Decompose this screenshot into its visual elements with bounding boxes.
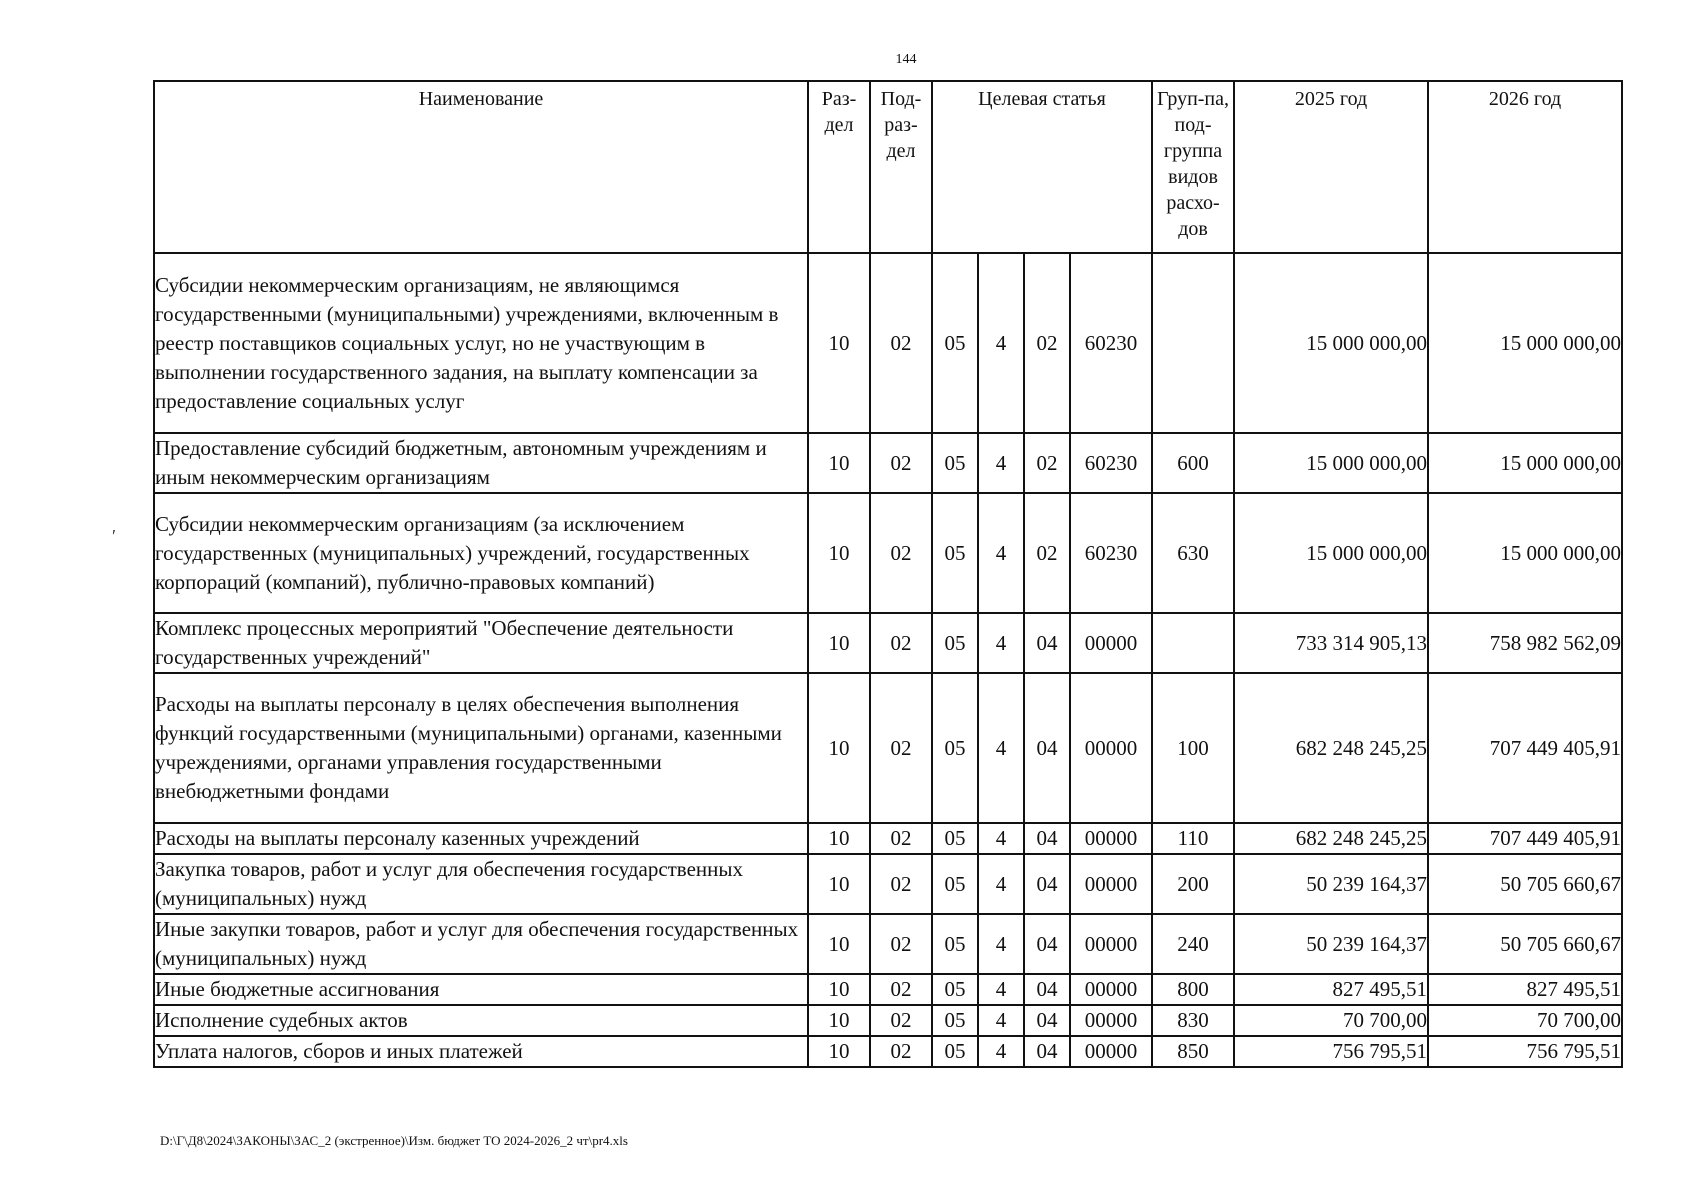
row-name: Предоставление субсидий бюджетным, автономным учреждениям и иным некоммерческим организациям bbox=[154, 433, 808, 493]
row-razdel: 10 bbox=[808, 613, 870, 673]
row-name: Исполнение судебных актов bbox=[154, 1005, 808, 1036]
header-celevaya-statya: Целевая статья bbox=[932, 81, 1152, 253]
table-row bbox=[154, 854, 1622, 914]
row-cs-element: 04 bbox=[1024, 854, 1070, 914]
row-cs-program: 05 bbox=[932, 433, 978, 493]
row-amount-2025: 15 000 000,00 bbox=[1234, 433, 1428, 493]
row-razdel: 10 bbox=[808, 253, 870, 433]
table-row bbox=[154, 253, 1622, 433]
row-cs-direction: 00000 bbox=[1070, 673, 1152, 823]
table-row bbox=[154, 613, 1622, 673]
row-podrazdel: 02 bbox=[870, 433, 932, 493]
row-vid-rashodov: 110 bbox=[1152, 823, 1234, 854]
row-cs-element: 04 bbox=[1024, 1036, 1070, 1067]
row-amount-2026: 827 495,51 bbox=[1428, 974, 1622, 1005]
footer-file-path: D:\Г\Д8\2024\ЗАКОНЫ\ЗАС_2 (экстренное)\Изм. бюджет ТО 2024-2026_2 чт\pr4.xls bbox=[160, 1133, 628, 1148]
row-name: Субсидии некоммерческим организациям (за исключением государственных (муниципальных) учреждений, государственных корпораций (компаний), публично-правовых компаний) bbox=[154, 493, 808, 613]
row-cs-program: 05 bbox=[932, 253, 978, 433]
row-amount-2025: 15 000 000,00 bbox=[1234, 493, 1428, 613]
row-amount-2025: 682 248 245,25 bbox=[1234, 673, 1428, 823]
row-name: Комплекс процессных мероприятий "Обеспечение деятельности государственных учреждений" bbox=[154, 613, 808, 673]
row-cs-type: 4 bbox=[978, 854, 1024, 914]
row-razdel: 10 bbox=[808, 1036, 870, 1067]
header-year-2026: 2026 год bbox=[1428, 81, 1622, 253]
row-amount-2026: 758 982 562,09 bbox=[1428, 613, 1622, 673]
row-cs-direction: 00000 bbox=[1070, 1005, 1152, 1036]
row-cs-element: 02 bbox=[1024, 433, 1070, 493]
row-podrazdel: 02 bbox=[870, 1005, 932, 1036]
row-podrazdel: 02 bbox=[870, 613, 932, 673]
row-cs-type: 4 bbox=[978, 823, 1024, 854]
row-name: Субсидии некоммерческим организациям, не являющимся государственными (муниципальными) учреждениями, включенным в реестр поставщиков социальных услуг, но не участвующим в выполнении государственного задания, на выплату компенсации за предоставление социальных услуг bbox=[154, 253, 808, 433]
row-amount-2026: 707 449 405,91 bbox=[1428, 673, 1622, 823]
row-cs-direction: 00000 bbox=[1070, 854, 1152, 914]
row-podrazdel: 02 bbox=[870, 673, 932, 823]
row-cs-direction: 60230 bbox=[1070, 493, 1152, 613]
row-vid-rashodov: 200 bbox=[1152, 854, 1234, 914]
row-name: Расходы на выплаты персоналу в целях обеспечения выполнения функций государственными (муниципальными) органами, казенными учреждениями, органами управления государственными внебюджетными фондами bbox=[154, 673, 808, 823]
row-podrazdel: 02 bbox=[870, 974, 932, 1005]
row-cs-direction: 00000 bbox=[1070, 1036, 1152, 1067]
row-cs-direction: 60230 bbox=[1070, 433, 1152, 493]
header-gruppa-vidov-rashodov: Груп-па, под-группа видов расхо-дов bbox=[1152, 81, 1234, 253]
row-cs-program: 05 bbox=[932, 1005, 978, 1036]
row-podrazdel: 02 bbox=[870, 1036, 932, 1067]
row-cs-type: 4 bbox=[978, 613, 1024, 673]
row-amount-2025: 733 314 905,13 bbox=[1234, 613, 1428, 673]
row-cs-direction: 00000 bbox=[1070, 914, 1152, 974]
row-name: Иные бюджетные ассигнования bbox=[154, 974, 808, 1005]
row-cs-program: 05 bbox=[932, 673, 978, 823]
row-amount-2026: 15 000 000,00 bbox=[1428, 253, 1622, 433]
row-vid-rashodov: 630 bbox=[1152, 493, 1234, 613]
row-cs-type: 4 bbox=[978, 673, 1024, 823]
row-razdel: 10 bbox=[808, 914, 870, 974]
row-cs-program: 05 bbox=[932, 914, 978, 974]
row-podrazdel: 02 bbox=[870, 253, 932, 433]
row-cs-program: 05 bbox=[932, 974, 978, 1005]
row-cs-program: 05 bbox=[932, 613, 978, 673]
row-vid-rashodov: 600 bbox=[1152, 433, 1234, 493]
row-cs-element: 02 bbox=[1024, 493, 1070, 613]
row-amount-2025: 70 700,00 bbox=[1234, 1005, 1428, 1036]
table-row bbox=[154, 1036, 1622, 1067]
row-amount-2026: 15 000 000,00 bbox=[1428, 433, 1622, 493]
row-amount-2025: 15 000 000,00 bbox=[1234, 253, 1428, 433]
row-name: Иные закупки товаров, работ и услуг для обеспечения государственных (муниципальных) нужд bbox=[154, 914, 808, 974]
row-podrazdel: 02 bbox=[870, 823, 932, 854]
row-amount-2025: 682 248 245,25 bbox=[1234, 823, 1428, 854]
row-cs-type: 4 bbox=[978, 1036, 1024, 1067]
row-razdel: 10 bbox=[808, 1005, 870, 1036]
row-cs-element: 02 bbox=[1024, 253, 1070, 433]
row-cs-direction: 00000 bbox=[1070, 974, 1152, 1005]
row-vid-rashodov: 850 bbox=[1152, 1036, 1234, 1067]
row-cs-type: 4 bbox=[978, 914, 1024, 974]
row-amount-2025: 50 239 164,37 bbox=[1234, 914, 1428, 974]
row-amount-2026: 50 705 660,67 bbox=[1428, 854, 1622, 914]
row-podrazdel: 02 bbox=[870, 854, 932, 914]
table-row bbox=[154, 823, 1622, 854]
row-vid-rashodov: 240 bbox=[1152, 914, 1234, 974]
header-name: Наименование bbox=[154, 81, 808, 253]
table-row bbox=[154, 914, 1622, 974]
row-amount-2025: 756 795,51 bbox=[1234, 1036, 1428, 1067]
header-year-2025: 2025 год bbox=[1234, 81, 1428, 253]
budget-table bbox=[153, 80, 1623, 1068]
row-cs-element: 04 bbox=[1024, 613, 1070, 673]
header-podrazdel: Под-раз-дел bbox=[870, 81, 932, 253]
row-razdel: 10 bbox=[808, 823, 870, 854]
row-amount-2025: 50 239 164,37 bbox=[1234, 854, 1428, 914]
row-name: Уплата налогов, сборов и иных платежей bbox=[154, 1036, 808, 1067]
row-vid-rashodov bbox=[1152, 253, 1234, 433]
row-amount-2026: 707 449 405,91 bbox=[1428, 823, 1622, 854]
row-name: Расходы на выплаты персоналу казенных учреждений bbox=[154, 823, 808, 854]
row-cs-program: 05 bbox=[932, 493, 978, 613]
row-cs-direction: 00000 bbox=[1070, 823, 1152, 854]
table-row bbox=[154, 433, 1622, 493]
row-cs-program: 05 bbox=[932, 854, 978, 914]
row-razdel: 10 bbox=[808, 433, 870, 493]
row-cs-type: 4 bbox=[978, 433, 1024, 493]
row-cs-program: 05 bbox=[932, 1036, 978, 1067]
row-razdel: 10 bbox=[808, 974, 870, 1005]
row-cs-element: 04 bbox=[1024, 673, 1070, 823]
row-razdel: 10 bbox=[808, 854, 870, 914]
header-row bbox=[154, 81, 1622, 253]
table-row bbox=[154, 673, 1622, 823]
row-razdel: 10 bbox=[808, 673, 870, 823]
row-cs-type: 4 bbox=[978, 974, 1024, 1005]
row-vid-rashodov bbox=[1152, 613, 1234, 673]
row-cs-type: 4 bbox=[978, 1005, 1024, 1036]
row-vid-rashodov: 830 bbox=[1152, 1005, 1234, 1036]
header-razdel: Раз-дел bbox=[808, 81, 870, 253]
row-amount-2025: 827 495,51 bbox=[1234, 974, 1428, 1005]
table-row bbox=[154, 1005, 1622, 1036]
margin-mark: ′ bbox=[112, 526, 116, 546]
row-cs-type: 4 bbox=[978, 493, 1024, 613]
row-cs-direction: 60230 bbox=[1070, 253, 1152, 433]
table-row bbox=[154, 493, 1622, 613]
page-number: 144 bbox=[895, 52, 917, 67]
row-name: Закупка товаров, работ и услуг для обеспечения государственных (муниципальных) нужд bbox=[154, 854, 808, 914]
row-amount-2026: 15 000 000,00 bbox=[1428, 493, 1622, 613]
row-cs-program: 05 bbox=[932, 823, 978, 854]
row-podrazdel: 02 bbox=[870, 493, 932, 613]
row-cs-element: 04 bbox=[1024, 914, 1070, 974]
row-razdel: 10 bbox=[808, 493, 870, 613]
row-amount-2026: 70 700,00 bbox=[1428, 1005, 1622, 1036]
row-vid-rashodov: 800 bbox=[1152, 974, 1234, 1005]
table-row bbox=[154, 974, 1622, 1005]
row-amount-2026: 756 795,51 bbox=[1428, 1036, 1622, 1067]
row-cs-type: 4 bbox=[978, 253, 1024, 433]
row-amount-2026: 50 705 660,67 bbox=[1428, 914, 1622, 974]
row-podrazdel: 02 bbox=[870, 914, 932, 974]
row-cs-direction: 00000 bbox=[1070, 613, 1152, 673]
row-cs-element: 04 bbox=[1024, 823, 1070, 854]
row-vid-rashodov: 100 bbox=[1152, 673, 1234, 823]
row-cs-element: 04 bbox=[1024, 974, 1070, 1005]
row-cs-element: 04 bbox=[1024, 1005, 1070, 1036]
